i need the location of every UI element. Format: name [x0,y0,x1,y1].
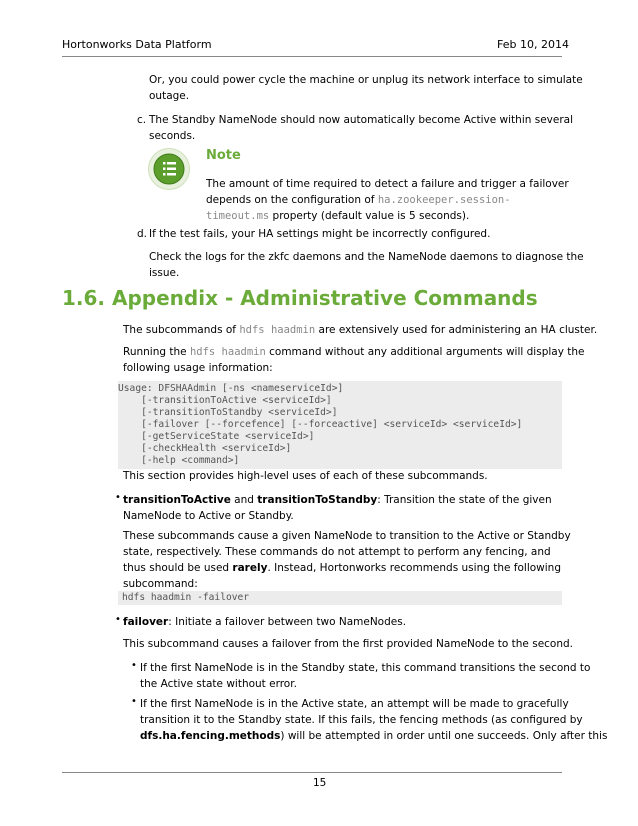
sub-bullet-standby: If the first NameNode is in the Standby state, this command transitions the second to the Active state without error. [140,662,591,690]
usage-code-block: Usage: DFSHAAdmin [-ns <nameserviceId>] [-transitionToActive <serviceId>] [-transitionToStandby <serviceId>] [-failover [--forcefence] [--forceactive] <serviceId> <serviceId>] [-getServiceState <serviceId>] [-checkHealth <serviceId>] [-help <command>] [118,381,562,469]
para-high-level: This section provides high-level uses of each of these subcommands. [123,470,488,482]
note-code-1: ha.zookeeper.session- [377,194,511,206]
step-c-text: The Standby NameNode should now automatically become Active within several seconds. [149,114,574,142]
header-date: Feb 10, 2014 [497,38,569,51]
bullet-transition: transitionToActive and transitionToStandby: Transition the state of the given NameNode to Active or Standby. [123,494,552,522]
step-d-marker: d. [137,228,148,240]
note-list-icon [148,148,190,190]
bullet-dot-icon: • [115,492,121,503]
page-number: 15 [313,777,327,789]
bullet-failover-para: This subcommand causes a failover from the first provided NameNode to the second. [123,638,574,650]
bullet-dot-icon: • [131,696,137,707]
bullet-dot-icon: • [115,614,121,625]
note-body: The amount of time required to detect a failure and trigger a failover depends on the configuration of ha.zookeeper.session- timeout.ms property (default value is 5 seconds). [206,178,569,222]
header-rule [62,56,562,57]
step-d-text: If the test fails, your HA settings might be incorrectly configured. [149,228,491,240]
header-title: Hortonworks Data Platform [62,38,212,51]
bullet-transition-para: These subcommands cause a given NameNode to transition to the Active or Standby state, respectively. These commands do not attempt to perform any fencing, and thus should be used rarely. Instead, Hortonworks recommends using the following subcommand: [123,530,571,590]
step-b-continuation: Or, you could power cycle the machine or unplug its network interface to simulate outage. [149,74,583,102]
failover-code-block: hdfs haadmin -failover [118,591,562,605]
para-running: Running the hdfs haadmin command without any additional arguments will display the following usage information: [123,346,585,374]
step-d-sub: Check the logs for the zkfc daemons and the NameNode daemons to diagnose the issue. [149,251,584,279]
note-title: Note [206,148,241,163]
sub-bullet-active: If the first NameNode is in the Active state, an attempt will be made to gracefully transition it to the Standby state. If this fails, the fencing methods (as configured by dfs.ha.fencing.methods) will be attempted in order until one succeeds. Only after this [140,698,608,742]
section-title: 1.6. Appendix - Administrative Commands [62,286,538,310]
footer-rule [62,772,562,773]
bullet-dot-icon: • [131,660,137,671]
bullet-failover: failover: Initiate a failover between two NameNodes. [123,616,407,628]
step-c-marker: c. [137,114,147,126]
note-code-2: timeout.ms [206,210,270,222]
para-subcommands: The subcommands of hdfs haadmin are extensively used for administering an HA cluster. [123,324,598,336]
